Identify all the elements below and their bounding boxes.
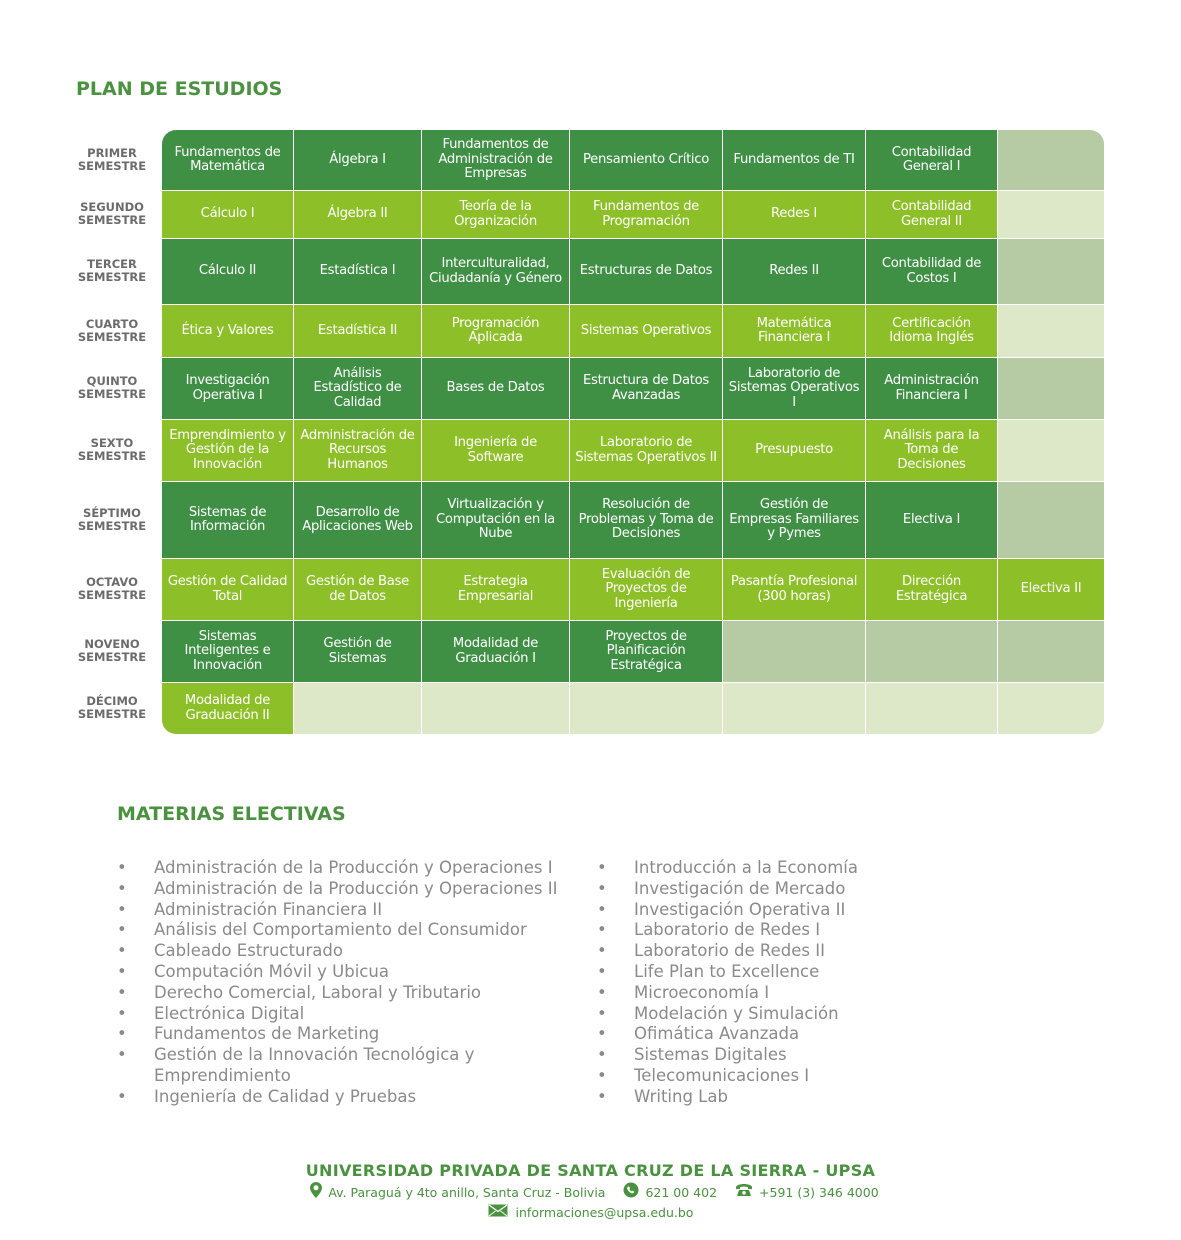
elective-name: Life Plan to Excellence: [634, 961, 820, 981]
empty-cell: [722, 620, 865, 682]
semester-label-ordinal: TERCER: [87, 257, 137, 271]
bullet-icon: •: [117, 1003, 127, 1023]
course-cell: Electiva II: [997, 558, 1104, 620]
course-cell: Gestión de Sistemas: [293, 620, 421, 682]
semester-label: [68, 304, 156, 357]
elective-item: [117, 1024, 562, 1045]
semester-label: [68, 238, 156, 304]
elective-name: Derecho Comercial, Laboral y Tributario: [154, 982, 482, 1002]
semester-label: [68, 190, 156, 238]
course-cell: Administración Financiera I: [865, 357, 997, 419]
empty-cell: [997, 357, 1104, 419]
empty-cell: [865, 620, 997, 682]
university-name: UNIVERSIDAD PRIVADA DE SANTA CRUZ DE LA SIERRA - UPSA: [305, 1161, 876, 1180]
semester-label-word: SEMESTRE: [77, 518, 147, 533]
whatsapp-icon: [623, 1182, 639, 1204]
course-cell: Contabilidad General I: [865, 130, 997, 190]
course-cell: Cálculo I: [162, 190, 293, 238]
course-cell: Emprendimiento y Gestión de la Innovación: [162, 419, 293, 481]
bullet-icon: •: [117, 982, 127, 1002]
empty-cell: [421, 682, 569, 734]
course-cell: Sistemas Operativos: [569, 304, 722, 357]
whatsapp-group: [623, 1182, 717, 1204]
semester-label-ordinal: CUARTO: [85, 316, 139, 331]
semester-label-word: SEMESTRE: [77, 159, 147, 173]
course-cell: Matemática Financiera I: [722, 304, 865, 357]
elective-name: Laboratorio de Redes I: [634, 920, 821, 940]
course-cell: Redes I: [722, 190, 865, 238]
contact-line: [8, 1182, 1181, 1204]
course-cell: Virtualización y Computación en la Nube: [421, 481, 569, 558]
semester-label-ordinal: PRIMER: [87, 146, 137, 160]
elective-name: Sistemas Digitales: [634, 1045, 787, 1065]
semester-label: [68, 357, 156, 419]
whatsapp-number: 621 00 402: [645, 1185, 718, 1200]
course-cell: Estadística II: [293, 304, 421, 357]
elective-name: Investigación Operativa II: [634, 899, 846, 919]
course-cell: Modalidad de Graduación I: [421, 620, 569, 682]
address-text: Av. Paraguá y 4to anillo, Santa Cruz - Bolivia: [328, 1185, 606, 1200]
elective-item: [597, 1004, 858, 1025]
bullet-icon: •: [597, 899, 607, 919]
bullet-icon: •: [117, 899, 127, 919]
semester-label: [68, 620, 156, 682]
course-cell: Modalidad de Graduación II: [162, 682, 293, 734]
course-cell: Estrategia Empresarial: [421, 558, 569, 620]
course-cell: Análisis Estadístico de Calidad: [293, 357, 421, 419]
study-plan-grid: [162, 130, 1104, 734]
elective-item: [597, 1087, 858, 1108]
course-cell: Dirección Estratégica: [865, 558, 997, 620]
elective-item: [597, 983, 858, 1004]
course-cell: Laboratorio de Sistemas Operativos I: [722, 357, 865, 419]
bullet-icon: •: [117, 1024, 127, 1044]
course-cell: Bases de Datos: [421, 357, 569, 419]
semester-label-word: SEMESTRE: [77, 449, 147, 463]
bullet-icon: •: [597, 858, 607, 877]
course-cell: Álgebra II: [293, 190, 421, 238]
location-pin-icon: [310, 1182, 322, 1204]
course-cell: Gestión de Empresas Familiares y Pymes: [722, 481, 865, 558]
elective-item: [597, 920, 858, 941]
email-address: informaciones@upsa.edu.bo: [515, 1205, 694, 1220]
semester-label-word: SEMESTRE: [77, 707, 147, 721]
empty-cell: [997, 620, 1104, 682]
elective-name: Laboratorio de Redes II: [634, 941, 825, 961]
elective-item: [597, 941, 858, 962]
course-cell: Estadística I: [293, 238, 421, 304]
course-cell: Interculturalidad, Ciudadanía y Género: [421, 238, 569, 304]
electives-list-right: [597, 858, 858, 1108]
course-cell: Estructuras de Datos: [569, 238, 722, 304]
empty-cell: [997, 190, 1104, 238]
elective-name: Fundamentos de Marketing: [154, 1024, 380, 1044]
elective-name: Telecomunicaciones I: [634, 1065, 810, 1085]
semester-label: [68, 558, 156, 620]
bullet-icon: •: [117, 920, 127, 940]
course-cell: Evaluación de Proyectos de Ingeniería: [569, 558, 722, 620]
semester-label-ordinal: SÉPTIMO: [83, 505, 141, 520]
bullet-icon: •: [597, 1065, 607, 1085]
electives-list-left: [117, 858, 562, 1108]
elective-name: Modelación y Simulación: [634, 1003, 839, 1023]
elective-name: Administración de la Producción y Operaciones I: [154, 858, 553, 877]
elective-name: Administración de la Producción y Operaciones II: [154, 878, 558, 898]
empty-cell: [293, 682, 421, 734]
course-cell: Fundamentos de TI: [722, 130, 865, 190]
elective-item: [117, 879, 562, 900]
elective-name: Microeconomía I: [634, 982, 770, 1002]
course-cell: Ingeniería de Software: [421, 419, 569, 481]
bullet-icon: •: [597, 1045, 607, 1065]
bullet-icon: •: [597, 920, 607, 940]
elective-item: [117, 920, 562, 941]
empty-cell: [865, 682, 997, 734]
phone-group: [735, 1183, 879, 1203]
empty-cell: [997, 130, 1104, 190]
course-cell: Cálculo II: [162, 238, 293, 304]
empty-cell: [997, 682, 1104, 734]
course-cell: Fundamentos de Programación: [569, 190, 722, 238]
course-cell: Análisis para la Toma de Decisiones: [865, 419, 997, 481]
elective-item: [117, 1087, 562, 1108]
elective-name: Computación Móvil y Ubicua: [154, 961, 389, 981]
course-cell: Sistemas Inteligentes e Innovación: [162, 620, 293, 682]
bullet-icon: •: [117, 1045, 127, 1065]
semester-label-word: SEMESTRE: [77, 588, 147, 602]
elective-item: [117, 1004, 562, 1025]
mail-icon: [488, 1204, 508, 1222]
elective-name: Ofimática Avanzada: [634, 1024, 800, 1044]
course-cell: Estructura de Datos Avanzadas: [569, 357, 722, 419]
elective-item: [597, 962, 858, 983]
semester-label: [68, 130, 156, 190]
bullet-icon: •: [597, 961, 607, 981]
course-cell: Gestión de Base de Datos: [293, 558, 421, 620]
course-cell: Ética y Valores: [162, 304, 293, 357]
course-cell: Contabilidad General II: [865, 190, 997, 238]
course-cell: Pasantía Profesional (300 horas): [722, 558, 865, 620]
elective-name: Gestión de la Innovación Tecnológica y Emprendimiento: [154, 1045, 475, 1085]
course-cell: Resolución de Problemas y Toma de Decisiones: [569, 481, 722, 558]
plan-title: PLAN DE ESTUDIOS: [76, 78, 283, 100]
course-cell: Proyectos de Planificación Estratégica: [569, 620, 722, 682]
course-cell: Certificación Idioma Inglés: [865, 304, 997, 357]
elective-item: [597, 1045, 858, 1066]
bullet-icon: •: [597, 982, 607, 1002]
bullet-icon: •: [597, 1024, 607, 1044]
semester-label-ordinal: SEXTO: [90, 436, 134, 450]
electives-title: MATERIAS ELECTIVAS: [117, 803, 346, 825]
empty-cell: [722, 682, 865, 734]
semester-label-ordinal: DÉCIMO: [86, 694, 138, 708]
elective-item: [597, 900, 858, 921]
bullet-icon: •: [117, 858, 127, 877]
course-cell: Programación Aplicada: [421, 304, 569, 357]
elective-item: [117, 941, 562, 962]
course-cell: Electiva I: [865, 481, 997, 558]
semester-label-word: SEMESTRE: [77, 213, 147, 227]
semester-label-word: SEMESTRE: [77, 270, 147, 284]
course-cell: Administración de Recursos Humanos: [293, 419, 421, 481]
empty-cell: [569, 682, 722, 734]
elective-item: [597, 858, 858, 879]
semester-label: [68, 682, 156, 734]
empty-cell: [997, 419, 1104, 481]
semester-label-ordinal: NOVENO: [84, 637, 140, 651]
bullet-icon: •: [597, 878, 607, 898]
course-cell: Pensamiento Crítico: [569, 130, 722, 190]
empty-cell: [997, 238, 1104, 304]
bullet-icon: •: [117, 941, 127, 961]
bullet-icon: •: [117, 1086, 127, 1106]
phone-number: +591 (3) 346 4000: [759, 1185, 879, 1200]
course-cell: Contabilidad de Costos I: [865, 238, 997, 304]
course-cell: Laboratorio de Sistemas Operativos II: [569, 419, 722, 481]
bullet-icon: •: [597, 941, 607, 961]
semester-label: [68, 419, 156, 481]
elective-item: [597, 879, 858, 900]
elective-item: [117, 900, 562, 921]
course-cell: Fundamentos de Administración de Empresas: [421, 130, 569, 190]
course-cell: Gestión de Calidad Total: [162, 558, 293, 620]
course-cell: Redes II: [722, 238, 865, 304]
elective-item: [597, 1066, 858, 1087]
elective-name: Introducción a la Economía: [634, 858, 858, 877]
elective-item: [117, 858, 562, 879]
elective-name: Administración Financiera II: [154, 899, 383, 919]
course-cell: Fundamentos de Matemática: [162, 130, 293, 190]
course-cell: Sistemas de Información: [162, 481, 293, 558]
semester-label-ordinal: OCTAVO: [86, 575, 138, 589]
elective-name: Cableado Estructurado: [154, 941, 343, 961]
course-cell: Desarrollo de Aplicaciones Web: [293, 481, 421, 558]
elective-item: [117, 983, 562, 1004]
semester-label: [68, 481, 156, 558]
semester-label-word: SEMESTRE: [77, 387, 147, 401]
address-group: [310, 1182, 605, 1204]
bullet-icon: •: [117, 961, 127, 981]
bullet-icon: •: [597, 1086, 607, 1106]
elective-name: Análisis del Comportamiento del Consumidor: [154, 920, 527, 940]
phone-icon: [735, 1183, 753, 1203]
email-line: [0, 1204, 1181, 1222]
semester-label-ordinal: SEGUNDO: [80, 200, 144, 214]
course-cell: Álgebra I: [293, 130, 421, 190]
elective-name: Writing Lab: [634, 1086, 728, 1106]
footer: [0, 1160, 1181, 1222]
elective-item: [117, 962, 562, 983]
elective-item: [597, 1024, 858, 1045]
bullet-icon: •: [117, 878, 127, 898]
elective-name: Ingeniería de Calidad y Pruebas: [154, 1086, 417, 1106]
elective-name: Electrónica Digital: [154, 1003, 305, 1023]
elective-name: Investigación de Mercado: [634, 878, 846, 898]
bullet-icon: •: [597, 1003, 607, 1023]
semester-label-word: SEMESTRE: [77, 329, 147, 344]
semester-label-ordinal: QUINTO: [86, 374, 138, 388]
course-cell: Investigación Operativa I: [162, 357, 293, 419]
course-cell: Teoría de la Organización: [421, 190, 569, 238]
elective-item: [117, 1045, 562, 1087]
empty-cell: [997, 481, 1104, 558]
course-cell: Presupuesto: [722, 419, 865, 481]
empty-cell: [997, 304, 1104, 357]
semester-label-word: SEMESTRE: [77, 650, 147, 664]
